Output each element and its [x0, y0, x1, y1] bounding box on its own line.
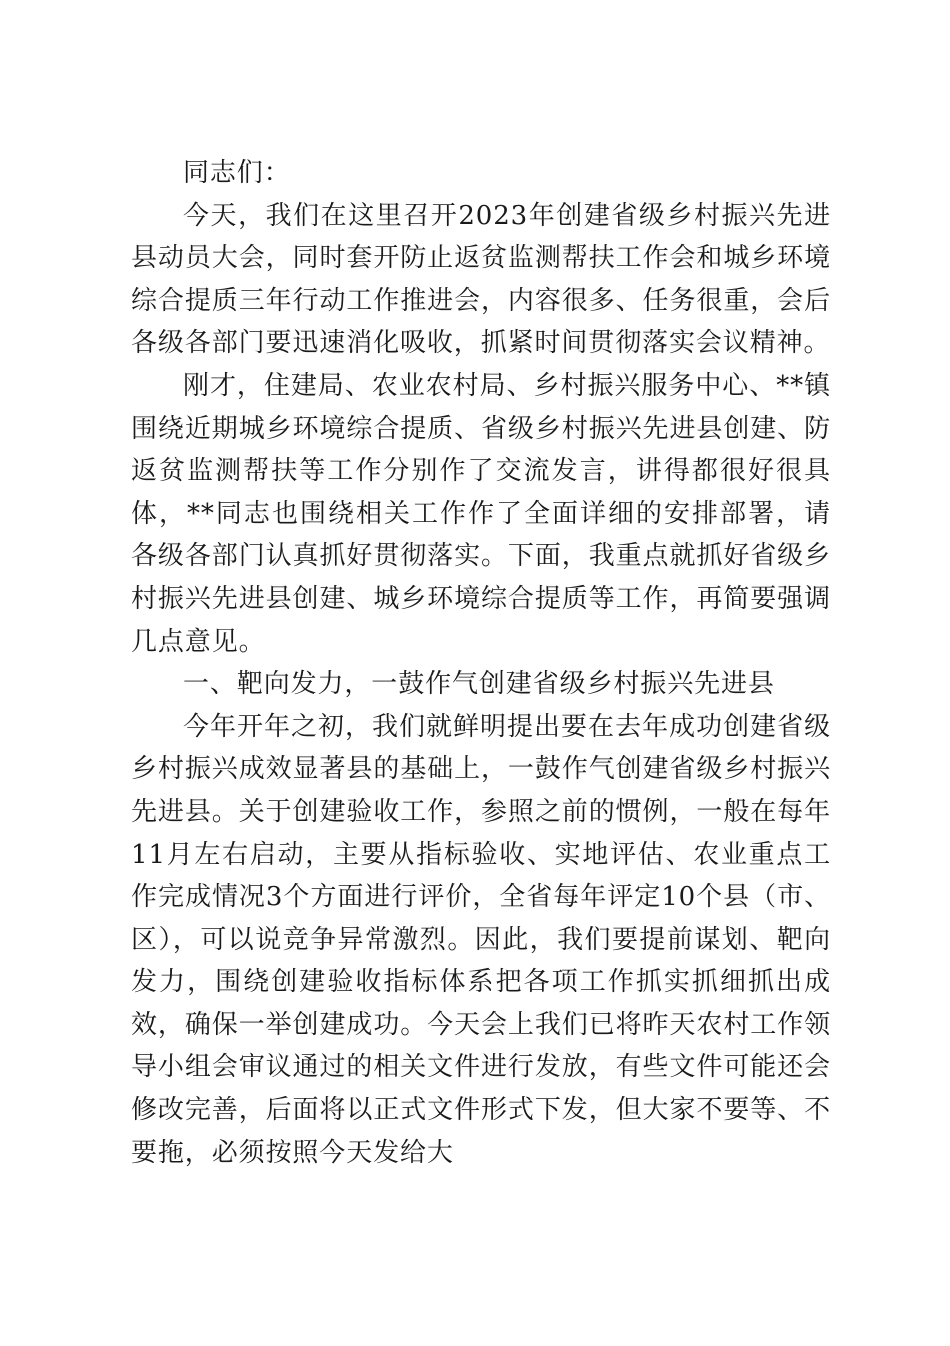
paragraph-section-one: 今年开年之初，我们就鲜明提出要在去年成功创建省级乡村振兴成效显著县的基础上，一鼓作气创建省级乡村振兴先进县。关于创建验收工作，参照之前的惯例，一般在每年11月左右启动，主要从指标验收、实地评估、农业重点工作完成情况3个方面进行评价，全省每年评定10个县（市、区），可以说竞争异常激烈。因此，我们要提前谋划、靶向发力，围绕创建验收指标体系把各项工作抓实抓细抓出成效，确保一举创建成功。今天会上我们已将昨天农村工作领导小组会审议通过的相关文件进行发放，有些文件可能还会修改完善，后面将以正式文件形式下发，但大家不要等、不要拖，必须按照今天发给大: [131, 711, 831, 1168]
section-heading: 一、靶向发力，一鼓作气创建省级乡村振兴先进县: [183, 669, 775, 700]
paragraph-opening: 今天，我们在这里召开2023年创建省级乡村振兴先进县动员大会，同时套开防止返贫监测帮扶工作会和城乡环境综合提质三年行动工作推进会，内容很多、任务很重，会后各级各部门要迅速消化吸收，抓紧时间贯彻落实会议精神。: [131, 200, 831, 359]
document-body: [131, 152, 831, 1174]
paragraph-summary: 刚才，住建局、农业农村局、乡村振兴服务中心、**镇围绕近期城乡环境综合提质、省级乡村振兴先进县创建、防返贫监测帮扶等工作分别作了交流发言，讲得都很好很具体，**同志也围绕相关工作作了全面详细的安排部署，请各级各部门认真抓好贯彻落实。下面，我重点就抓好省级乡村振兴先进县创建、城乡环境综合提质等工作，再简要强调几点意见。: [131, 370, 831, 657]
salutation: 同志们：: [183, 158, 291, 188]
